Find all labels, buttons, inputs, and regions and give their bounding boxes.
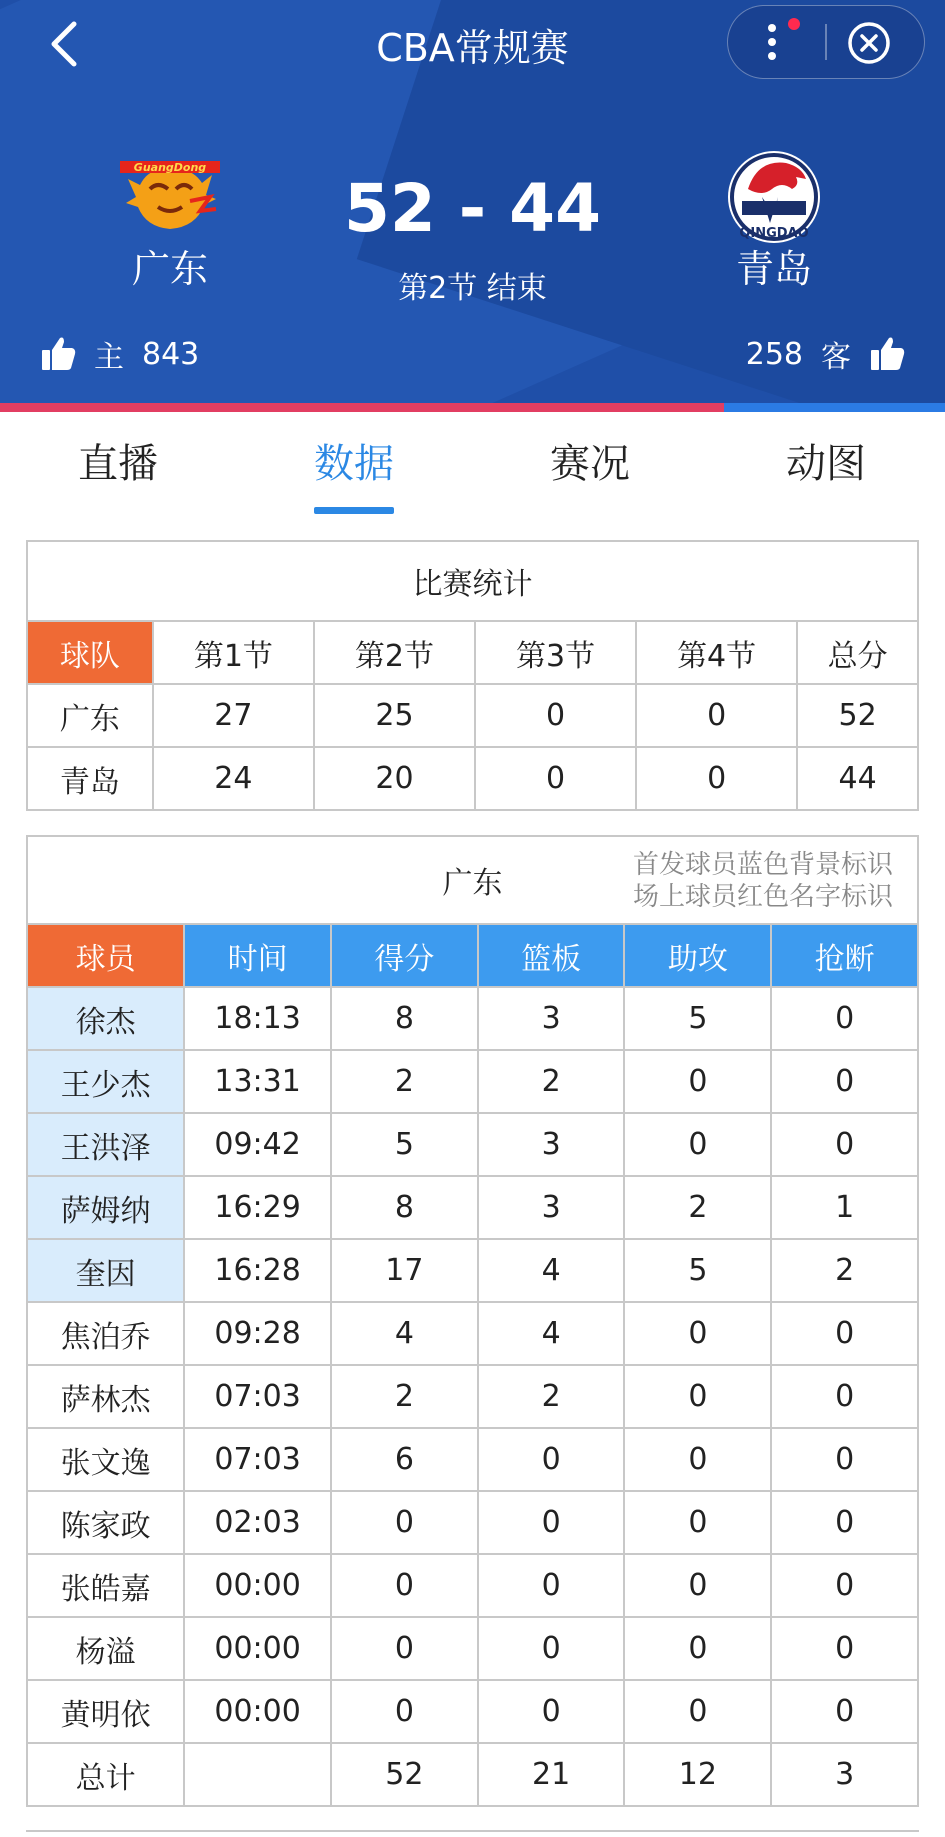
stat-cell: 52 xyxy=(797,684,918,747)
table-row xyxy=(27,1176,918,1239)
table-row xyxy=(27,1680,918,1743)
column-header: 第3节 xyxy=(475,621,636,684)
stat-cell: 09:28 xyxy=(184,1302,331,1365)
stat-cell: 18:13 xyxy=(184,987,331,1050)
player-name-cell: 张文逸 xyxy=(27,1428,184,1491)
table-row xyxy=(27,747,918,810)
stat-cell: 0 xyxy=(478,1554,625,1617)
player-name-cell: 萨林杰 xyxy=(27,1365,184,1428)
column-header: 第1节 xyxy=(153,621,314,684)
player-name-cell: 张皓嘉 xyxy=(27,1554,184,1617)
player-name-cell: 王洪泽 xyxy=(27,1113,184,1176)
stat-cell: 2 xyxy=(478,1050,625,1113)
player-stats-table xyxy=(26,835,919,1807)
stat-cell: 0 xyxy=(478,1680,625,1743)
stat-cell: 0 xyxy=(636,747,797,810)
table-row xyxy=(27,987,918,1050)
stat-cell: 2 xyxy=(624,1176,771,1239)
svg-text:QINGDAO: QINGDAO xyxy=(739,226,809,241)
stat-cell: 3 xyxy=(478,987,625,1050)
stat-cell: 0 xyxy=(478,1428,625,1491)
stat-cell: 4 xyxy=(478,1239,625,1302)
column-header: 总分 xyxy=(797,621,918,684)
stat-cell: 0 xyxy=(771,1680,918,1743)
stat-cell: 0 xyxy=(624,1428,771,1491)
stat-cell: 0 xyxy=(331,1491,478,1554)
column-header: 抢断 xyxy=(771,924,918,987)
stat-cell: 2 xyxy=(771,1239,918,1302)
stat-cell: 8 xyxy=(331,1176,478,1239)
tab-game-report[interactable]: 赛况 xyxy=(550,441,630,487)
page-title: CBA常规赛 xyxy=(376,26,569,70)
game-header xyxy=(0,0,945,405)
stat-cell: 0 xyxy=(771,1113,918,1176)
stat-cell: 0 xyxy=(771,987,918,1050)
total-cell: 3 xyxy=(771,1743,918,1806)
section-divider xyxy=(26,1830,919,1832)
player-name-cell: 焦泊乔 xyxy=(27,1302,184,1365)
stat-cell: 16:29 xyxy=(184,1176,331,1239)
home-team-name: 广东 xyxy=(132,247,209,291)
stat-cell: 3 xyxy=(478,1113,625,1176)
table-row xyxy=(27,1554,918,1617)
stat-cell: 5 xyxy=(331,1113,478,1176)
stat-cell: 07:03 xyxy=(184,1428,331,1491)
stat-cell: 4 xyxy=(331,1302,478,1365)
table-row xyxy=(27,1491,918,1554)
stat-cell: 2 xyxy=(478,1365,625,1428)
team-cell: 青岛 xyxy=(27,747,153,810)
tab-bar xyxy=(0,412,945,520)
column-header: 第2节 xyxy=(314,621,475,684)
stat-cell: 00:00 xyxy=(184,1554,331,1617)
stat-cell: 00:00 xyxy=(184,1617,331,1680)
stat-cell: 0 xyxy=(624,1302,771,1365)
stat-cell: 0 xyxy=(771,1302,918,1365)
player-name-cell: 萨姆纳 xyxy=(27,1176,184,1239)
stat-cell: 02:03 xyxy=(184,1491,331,1554)
thumbs-up-icon xyxy=(40,336,76,372)
starter-legend: 首发球员蓝色背景标识 xyxy=(632,850,893,880)
column-header: 球队 xyxy=(27,621,153,684)
home-like-count: 843 xyxy=(142,336,200,372)
table-row xyxy=(27,1365,918,1428)
player-stats-team: 广东 xyxy=(442,866,503,901)
stat-cell: 16:28 xyxy=(184,1239,331,1302)
tab-animations[interactable]: 动图 xyxy=(786,441,866,487)
away-team-name: 青岛 xyxy=(736,247,813,291)
legend-note xyxy=(633,849,893,913)
stat-cell: 0 xyxy=(624,1050,771,1113)
stat-cell: 0 xyxy=(624,1113,771,1176)
player-name-cell: 陈家政 xyxy=(27,1491,184,1554)
mini-program-capsule xyxy=(727,5,925,79)
column-header: 篮板 xyxy=(478,924,625,987)
player-name-cell: 奎因 xyxy=(27,1239,184,1302)
stat-cell: 0 xyxy=(331,1617,478,1680)
table-row xyxy=(27,1050,918,1113)
table-row xyxy=(27,1302,918,1365)
thumbs-up-icon xyxy=(869,336,905,372)
stat-cell: 0 xyxy=(771,1491,918,1554)
tab-live[interactable]: 直播 xyxy=(78,441,158,487)
column-header: 第4节 xyxy=(636,621,797,684)
stat-cell: 24 xyxy=(153,747,314,810)
total-cell: 12 xyxy=(624,1743,771,1806)
stat-cell: 09:42 xyxy=(184,1113,331,1176)
stat-cell: 1 xyxy=(771,1176,918,1239)
close-icon[interactable] xyxy=(846,20,892,66)
column-header: 时间 xyxy=(184,924,331,987)
active-tab-indicator xyxy=(314,507,394,514)
away-like-label: 客 xyxy=(821,340,851,375)
table-row xyxy=(27,1617,918,1680)
away-like-button[interactable] xyxy=(746,332,905,376)
table-row xyxy=(27,1113,918,1176)
player-name-cell: 杨溢 xyxy=(27,1617,184,1680)
stat-cell: 0 xyxy=(636,684,797,747)
game-score: 52 - 44 xyxy=(343,170,602,247)
stat-cell: 0 xyxy=(771,1428,918,1491)
stat-cell: 0 xyxy=(771,1554,918,1617)
stat-cell: 0 xyxy=(331,1554,478,1617)
column-header: 得分 xyxy=(331,924,478,987)
stat-cell: 2 xyxy=(331,1050,478,1113)
stat-cell: 0 xyxy=(624,1365,771,1428)
support-ratio-bar xyxy=(0,403,945,412)
total-row xyxy=(27,1743,918,1806)
stat-cell: 2 xyxy=(331,1365,478,1428)
svg-text:GuangDong: GuangDong xyxy=(133,161,207,174)
player-name-cell: 徐杰 xyxy=(27,987,184,1050)
stat-cell: 6 xyxy=(331,1428,478,1491)
game-stats-title: 比赛统计 xyxy=(27,541,918,621)
stat-cell: 0 xyxy=(478,1617,625,1680)
stat-cell: 0 xyxy=(624,1491,771,1554)
oncourt-legend: 场上球员红色名字标识 xyxy=(632,882,893,912)
stat-cell: 0 xyxy=(331,1680,478,1743)
stat-cell: 13:31 xyxy=(184,1050,331,1113)
stat-cell: 25 xyxy=(314,684,475,747)
stat-cell: 0 xyxy=(771,1050,918,1113)
stat-cell: 0 xyxy=(771,1365,918,1428)
total-cell xyxy=(184,1743,331,1806)
home-like-label: 主 xyxy=(94,340,124,375)
stat-cell: 0 xyxy=(624,1617,771,1680)
stat-cell: 5 xyxy=(624,987,771,1050)
stat-cell: 17 xyxy=(331,1239,478,1302)
table-row xyxy=(27,1428,918,1491)
stat-cell: 8 xyxy=(331,987,478,1050)
notification-dot xyxy=(788,18,800,30)
total-cell: 21 xyxy=(478,1743,625,1806)
stat-cell: 3 xyxy=(478,1176,625,1239)
column-header: 助攻 xyxy=(624,924,771,987)
player-stats-caption xyxy=(27,836,918,924)
game-period-status: 第2节 结束 xyxy=(398,271,547,306)
capsule-divider xyxy=(825,24,827,60)
away-like-count: 258 xyxy=(745,336,803,372)
home-like-button[interactable] xyxy=(40,332,199,376)
player-name-cell: 黄明依 xyxy=(27,1680,184,1743)
column-header: 球员 xyxy=(27,924,184,987)
stat-cell: 4 xyxy=(478,1302,625,1365)
stat-cell: 44 xyxy=(797,747,918,810)
home-support-fill xyxy=(0,403,724,412)
table-row xyxy=(27,684,918,747)
stat-cell: 0 xyxy=(475,684,636,747)
table-row xyxy=(27,1239,918,1302)
team-cell: 广东 xyxy=(27,684,153,747)
stat-cell: 27 xyxy=(153,684,314,747)
stat-cell: 0 xyxy=(475,747,636,810)
tab-stats[interactable]: 数据 xyxy=(314,441,394,487)
stat-cell: 0 xyxy=(624,1554,771,1617)
stat-cell: 0 xyxy=(771,1617,918,1680)
stat-cell: 5 xyxy=(624,1239,771,1302)
total-cell: 52 xyxy=(331,1743,478,1806)
game-stats-table xyxy=(26,540,919,811)
stat-cell: 20 xyxy=(314,747,475,810)
stat-cell: 07:03 xyxy=(184,1365,331,1428)
player-name-cell: 王少杰 xyxy=(27,1050,184,1113)
stat-cell: 0 xyxy=(624,1680,771,1743)
stat-cell: 0 xyxy=(478,1491,625,1554)
total-label: 总计 xyxy=(27,1743,184,1806)
stat-cell: 00:00 xyxy=(184,1680,331,1743)
